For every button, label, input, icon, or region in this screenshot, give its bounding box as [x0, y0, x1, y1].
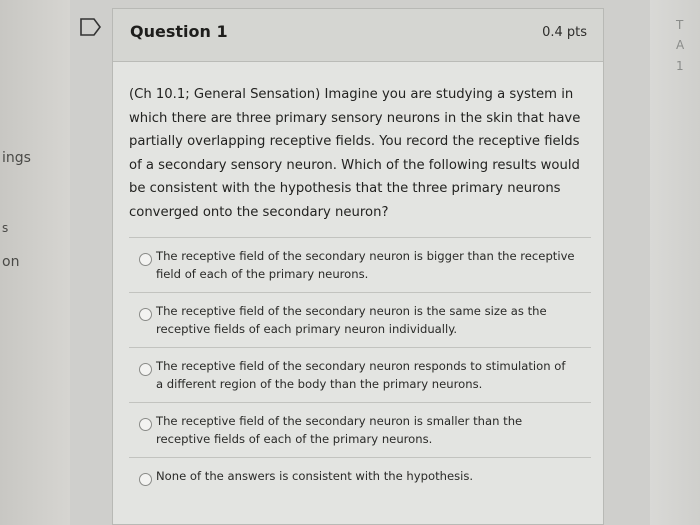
sidebar-nav-item[interactable]: ings	[2, 150, 31, 166]
quiz-info-panel	[650, 0, 700, 525]
question-title: Question 1	[130, 22, 228, 41]
right-panel-text: T	[676, 18, 684, 32]
right-panel-text: 1	[676, 59, 684, 73]
flag-question-icon[interactable]	[80, 18, 102, 36]
right-panel-text: A	[676, 38, 685, 52]
answer-option[interactable]	[129, 237, 591, 292]
answer-label: None of the answers is consistent with the hypothesis.	[156, 469, 474, 483]
radio-button[interactable]	[139, 308, 152, 321]
answer-option[interactable]	[129, 457, 591, 512]
sidebar-nav-item[interactable]: s	[2, 221, 9, 235]
answer-label: The receptive field of the secondary neuron is bigger than the receptive field of each of the primary neurons.	[156, 249, 575, 281]
sidebar-nav-item[interactable]: on	[2, 254, 20, 270]
answer-label: The receptive field of the secondary neuron responds to stimulation of a different region of the body than the primary neurons.	[156, 359, 566, 391]
radio-button[interactable]	[139, 418, 152, 431]
answer-list	[129, 237, 591, 512]
question-points: 0.4 pts	[542, 25, 587, 40]
radio-button[interactable]	[139, 363, 152, 376]
question-text: (Ch 10.1; General Sensation) Imagine you are studying a system in which there are three primary sensory neurons in the skin that have partially overlapping receptive fields. You record the receptive fields of a secondary sensory neuron. Which of the following results would be consistent with the hypothesis that the three primary neurons converged onto the secondary neuron?	[129, 87, 581, 220]
question-card	[112, 8, 604, 525]
answer-label: The receptive field of the secondary neuron is smaller than the receptive fields of each of the primary neurons.	[156, 414, 523, 446]
course-nav-sidebar	[0, 0, 70, 525]
answer-option[interactable]	[129, 292, 591, 347]
answer-label: The receptive field of the secondary neuron is the same size as the receptive fields of each primary neuron individually.	[156, 304, 547, 336]
radio-button[interactable]	[139, 253, 152, 266]
answer-option[interactable]	[129, 347, 591, 402]
answer-option[interactable]	[129, 402, 591, 457]
radio-button[interactable]	[139, 473, 152, 486]
question-header	[113, 9, 603, 62]
